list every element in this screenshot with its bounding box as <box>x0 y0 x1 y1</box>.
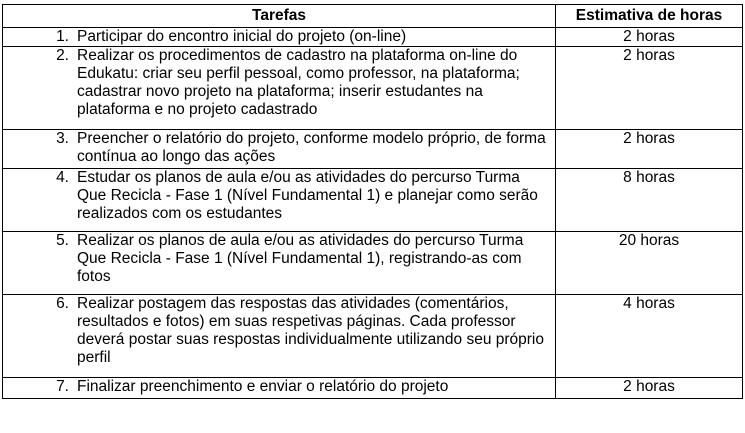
task-cell <box>3 232 556 295</box>
estimate-cell: 4 horas <box>556 295 743 378</box>
table-row <box>3 130 743 169</box>
task-number: 2. <box>56 47 69 64</box>
task-number: 1. <box>56 28 69 45</box>
table-row <box>3 378 743 399</box>
task-cell <box>3 130 556 169</box>
estimate-cell: 20 horas <box>556 232 743 295</box>
task-number: 3. <box>56 130 69 147</box>
header-tasks: Tarefas <box>3 5 556 28</box>
task-number: 7. <box>56 378 69 395</box>
table-row <box>3 47 743 130</box>
estimate-cell: 8 horas <box>556 169 743 232</box>
task-number: 4. <box>56 169 69 186</box>
estimate-cell: 2 horas <box>556 28 743 47</box>
task-cell <box>3 295 556 378</box>
task-text: Participar do encontro inicial do projeto (on-line) <box>77 28 407 45</box>
table-row <box>3 169 743 232</box>
table-row <box>3 28 743 47</box>
table-row <box>3 295 743 378</box>
task-number: 6. <box>56 295 69 312</box>
header-row <box>3 5 743 28</box>
task-cell <box>3 28 556 47</box>
estimate-cell: 2 horas <box>556 378 743 399</box>
tasks-table <box>2 4 743 399</box>
task-text: Finalizar preenchimento e enviar o relatório do projeto <box>77 378 449 395</box>
task-number: 5. <box>56 232 69 249</box>
estimate-cell: 2 horas <box>556 130 743 169</box>
task-text: Realizar postagem das respostas das atividades (comentários, resultados e fotos) em suas respetivas páginas. Cada professor deverá postar suas respostas individualmente utilizando seu próprio perfil <box>77 295 544 366</box>
task-text: Estudar os planos de aula e/ou as atividades do percurso Turma Que Recicla - Fase 1 (Nível Fundamental 1) e planejar como serão realizados com os estudantes <box>77 169 538 222</box>
task-cell <box>3 47 556 130</box>
task-text: Realizar os planos de aula e/ou as atividades do percurso Turma Que Recicla - Fase 1 (Nível Fundamental 1), registrando-as com fotos <box>77 232 524 285</box>
task-cell <box>3 169 556 232</box>
task-cell <box>3 378 556 399</box>
estimate-cell: 2 horas <box>556 47 743 130</box>
table-row <box>3 232 743 295</box>
task-text: Realizar os procedimentos de cadastro na plataforma on-line do Edukatu: criar seu perfil pessoal, como professor, na plataforma; cadastrar novo projeto na plataforma; inserir estudantes na plataforma e no projeto cadastrado <box>77 47 520 118</box>
header-estimate: Estimativa de horas <box>556 5 743 28</box>
task-text: Preencher o relatório do projeto, conforme modelo próprio, de forma contínua ao longo das ações <box>77 130 546 165</box>
